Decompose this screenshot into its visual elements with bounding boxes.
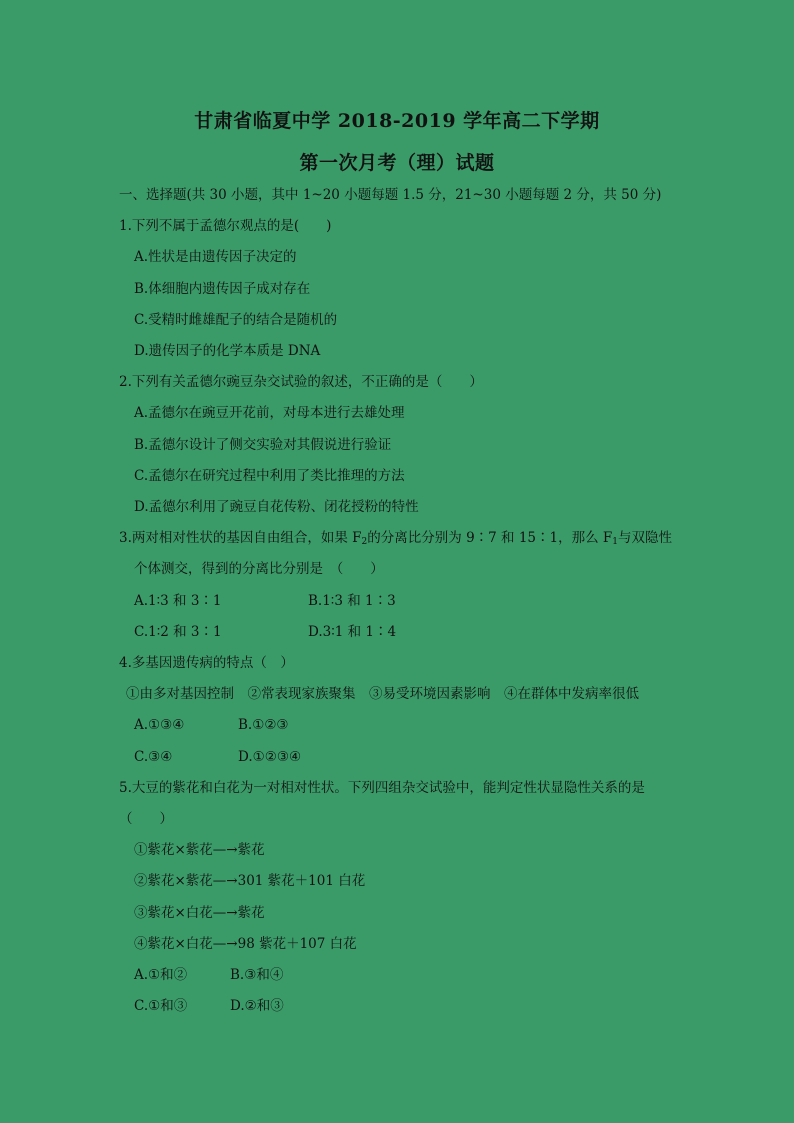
question-3-subscript-1: 2 bbox=[361, 537, 368, 547]
question-4-stem: 4.多基因遗传病的特点（ ） bbox=[119, 655, 294, 671]
question-1-option-a: A.性状是由遗传因子决定的 bbox=[134, 249, 297, 265]
question-3-option-b: B.1∶3 和 1∶3 bbox=[308, 593, 396, 609]
question-2-option-c: C.孟德尔在研究过程中利用了类比推理的方法 bbox=[134, 468, 405, 484]
question-4-option-b: B.①②③ bbox=[238, 717, 289, 733]
question-2-option-b: B.孟德尔设计了侧交实验对其假说进行验证 bbox=[134, 437, 392, 453]
exam-title: 甘肃省临夏中学 2018-2019 学年高二下学期 bbox=[194, 110, 600, 132]
question-5-option-c: C.①和③ bbox=[134, 998, 188, 1014]
question-5-cross-2: ②紫花×紫花—→301 紫花＋101 白花 bbox=[134, 873, 366, 889]
exam-subtitle: 第一次月考（理）试题 bbox=[299, 152, 495, 174]
question-1-option-d: D.遗传因子的化学本质是 DNA bbox=[134, 343, 321, 359]
question-4-option-c: C.③④ bbox=[134, 749, 173, 765]
question-2-option-d: D.孟德尔利用了豌豆自花传粉、闭花授粉的特性 bbox=[134, 499, 419, 515]
question-3-stem-part3: 与双隐性 bbox=[618, 530, 672, 546]
question-1-option-c: C.受精时雌雄配子的结合是随机的 bbox=[134, 312, 338, 328]
question-3-option-c: C.1∶2 和 3∶1 bbox=[134, 624, 222, 640]
question-4-option-a: A.①③④ bbox=[134, 717, 185, 733]
question-5-option-b: B.③和④ bbox=[230, 967, 284, 983]
question-5-option-d: D.②和③ bbox=[230, 998, 284, 1014]
question-1-option-b: B.体细胞内遗传因子成对存在 bbox=[134, 281, 311, 297]
question-3-option-a: A.1∶3 和 3∶1 bbox=[134, 593, 222, 609]
question-5-stem: 5.大豆的紫花和白花为一对相对性状。下列四组杂交试验中，能判定性状显隐性关系的是 bbox=[119, 780, 645, 796]
question-3-subscript-2: 1 bbox=[612, 537, 618, 547]
question-5-stem-line2: （ ） bbox=[119, 811, 173, 827]
question-3-option-d: D.3∶1 和 1∶4 bbox=[308, 624, 397, 640]
question-3-stem-part2: 的分离比分别为 9∶7 和 15∶1，那么 F bbox=[367, 530, 613, 546]
question-1-stem: 1.下列不属于孟德尔观点的是( ) bbox=[119, 218, 332, 234]
question-4-items: ①由多对基因控制 ②常表现家族聚集 ③易受环境因素影响 ④在群体中发病率很低 bbox=[126, 686, 639, 702]
question-5-cross-3: ③紫花×白花—→紫花 bbox=[134, 905, 265, 921]
question-5-option-a: A.①和② bbox=[134, 967, 188, 983]
question-5-cross-4: ④紫花×白花—→98 紫花＋107 白花 bbox=[134, 936, 357, 952]
question-3-stem bbox=[119, 529, 672, 551]
question-3-stem-part1: 3.两对相对性状的基因自由组合，如果 F bbox=[119, 530, 362, 546]
question-2-option-a: A.孟德尔在豌豆开花前，对母本进行去雄处理 bbox=[134, 405, 405, 421]
question-4-option-d: D.①②③④ bbox=[238, 749, 302, 765]
question-2-stem: 2.下列有关孟德尔豌豆杂交试验的叙述，不正确的是（ ） bbox=[119, 374, 483, 390]
question-3-stem-line2: 个体测交，得到的分离比分别是 （ ） bbox=[134, 561, 384, 577]
question-5-cross-1: ①紫花×紫花—→紫花 bbox=[134, 842, 265, 858]
section-heading: 一、选择题(共 30 小题，其中 1~20 小题每题 1.5 分，21~30 小题每题 2 分，共 50 分) bbox=[119, 187, 662, 203]
